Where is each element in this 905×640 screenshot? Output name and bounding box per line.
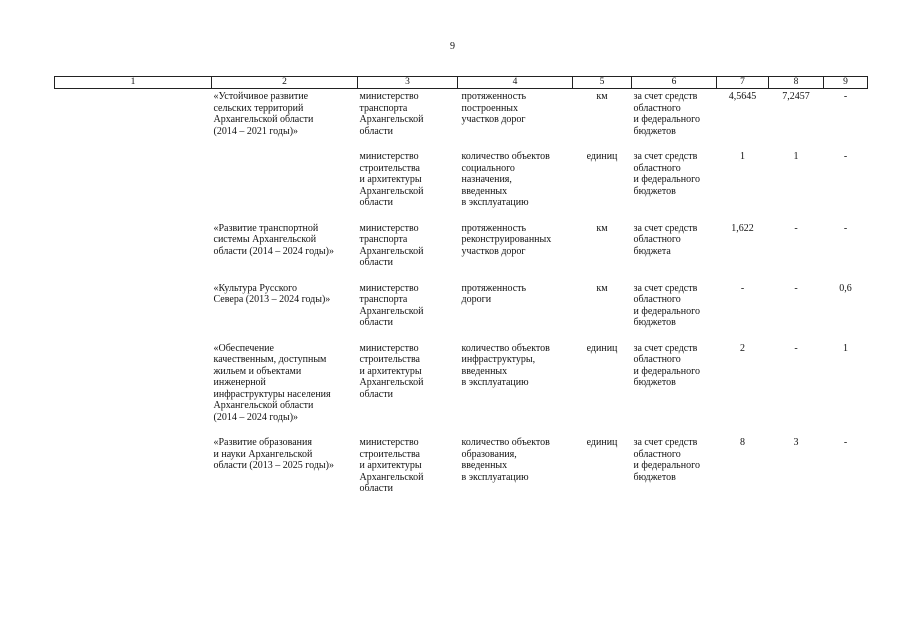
program-cell: «Культура Русского Севера (2013 – 2024 годы)» <box>213 282 331 305</box>
value-col-7: 2 <box>740 342 745 354</box>
ministry-cell: министерство транспорта Архангельской области <box>359 222 424 268</box>
program-cell <box>212 149 358 221</box>
empty-cell <box>55 435 212 507</box>
table-row <box>55 341 868 436</box>
indicators-table <box>54 76 868 507</box>
value-col-9: - <box>843 151 848 162</box>
value-col-8: 1 <box>793 151 799 162</box>
funding-source-cell: за счет средств областного и федерального бюджетов <box>633 437 700 483</box>
funding-source-cell: за счет средств областного бюджета <box>633 222 698 257</box>
program-cell: «Устойчивое развитие сельских территорий Архангельской области (2014 – 2021 годы)» <box>213 91 314 137</box>
table-row <box>55 89 868 150</box>
value-col-8: 7,2457 <box>782 91 810 102</box>
unit-cell: км <box>596 222 608 234</box>
header-col-2: 2 <box>212 77 358 89</box>
table-row <box>55 149 868 221</box>
header-col-1: 1 <box>55 77 212 89</box>
header-col-8: 8 <box>769 77 824 89</box>
value-col-8: - <box>794 282 798 294</box>
indicator-cell: количество объектов образования, введенных в эксплуатацию <box>461 437 550 483</box>
empty-cell <box>55 221 212 281</box>
funding-source-cell: за счет средств областного и федерального бюджетов <box>633 91 700 137</box>
funding-source-cell: за счет средств областного и федерального бюджетов <box>633 342 700 388</box>
unit-cell: единиц <box>586 151 618 162</box>
value-col-9: 1 <box>843 342 848 354</box>
value-col-9: - <box>843 437 848 448</box>
program-cell: «Обеспечение качественным, доступным жильем и объектами инженерной инфраструктуры населения Архангельской области (2014 – 2024 годы)» <box>213 342 331 423</box>
value-col-8: 3 <box>793 437 799 448</box>
header-col-6: 6 <box>632 77 717 89</box>
value-col-9: - <box>843 91 848 102</box>
empty-cell <box>55 149 212 221</box>
empty-cell <box>55 281 212 341</box>
unit-cell: км <box>596 91 608 102</box>
value-col-9: 0,6 <box>839 282 852 294</box>
unit-cell: единиц <box>586 437 618 448</box>
header-col-3: 3 <box>358 77 458 89</box>
table-body <box>55 89 868 507</box>
unit-cell: единиц <box>586 342 618 354</box>
ministry-cell: министерство транспорта Архангельской области <box>359 91 424 137</box>
funding-source-cell: за счет средств областного и федерального бюджетов <box>633 151 700 197</box>
value-col-7: 1,622 <box>731 222 754 234</box>
table-row <box>55 435 868 507</box>
table-row <box>55 221 868 281</box>
ministry-cell: министерство строительства и архитектуры Архангельской области <box>359 151 424 208</box>
unit-cell: км <box>596 282 608 294</box>
value-col-7: 8 <box>740 437 745 448</box>
indicator-cell: протяженность построенных участков дорог <box>461 91 527 125</box>
header-col-5: 5 <box>573 77 632 89</box>
indicator-cell: количество объектов инфраструктуры, введенных в эксплуатацию <box>461 342 550 388</box>
value-col-9: - <box>843 222 848 234</box>
page-number: 9 <box>450 41 455 52</box>
value-col-7: 1 <box>740 151 745 162</box>
value-col-7: - <box>740 282 745 294</box>
table-header <box>55 77 868 89</box>
header-row <box>55 77 868 89</box>
value-col-8: - <box>794 342 798 354</box>
empty-cell <box>55 89 212 150</box>
ministry-cell: министерство строительства и архитектуры Архангельской области <box>359 437 424 494</box>
header-col-9: 9 <box>824 77 868 89</box>
table-row <box>55 281 868 341</box>
value-col-7: 4,5645 <box>728 91 757 102</box>
ministry-cell: министерство строительства и архитектуры Архангельской области <box>359 342 424 400</box>
program-cell: «Развитие образования и науки Архангельской области (2013 – 2025 годы)» <box>213 437 334 471</box>
header-col-7: 7 <box>717 77 769 89</box>
indicator-cell: количество объектов социального назначения, введенных в эксплуатацию <box>461 151 550 208</box>
value-col-8: - <box>794 222 798 234</box>
empty-cell <box>55 341 212 436</box>
indicator-cell: протяженность реконструированных участков дорог <box>461 222 552 257</box>
indicator-cell: протяженность дороги <box>461 282 527 305</box>
funding-source-cell: за счет средств областного и федерального бюджетов <box>633 282 700 328</box>
ministry-cell: министерство транспорта Архангельской области <box>359 282 424 328</box>
header-col-4: 4 <box>458 77 573 89</box>
program-cell: «Развитие транспортной системы Архангельской области (2014 – 2024 годы)» <box>213 222 334 257</box>
